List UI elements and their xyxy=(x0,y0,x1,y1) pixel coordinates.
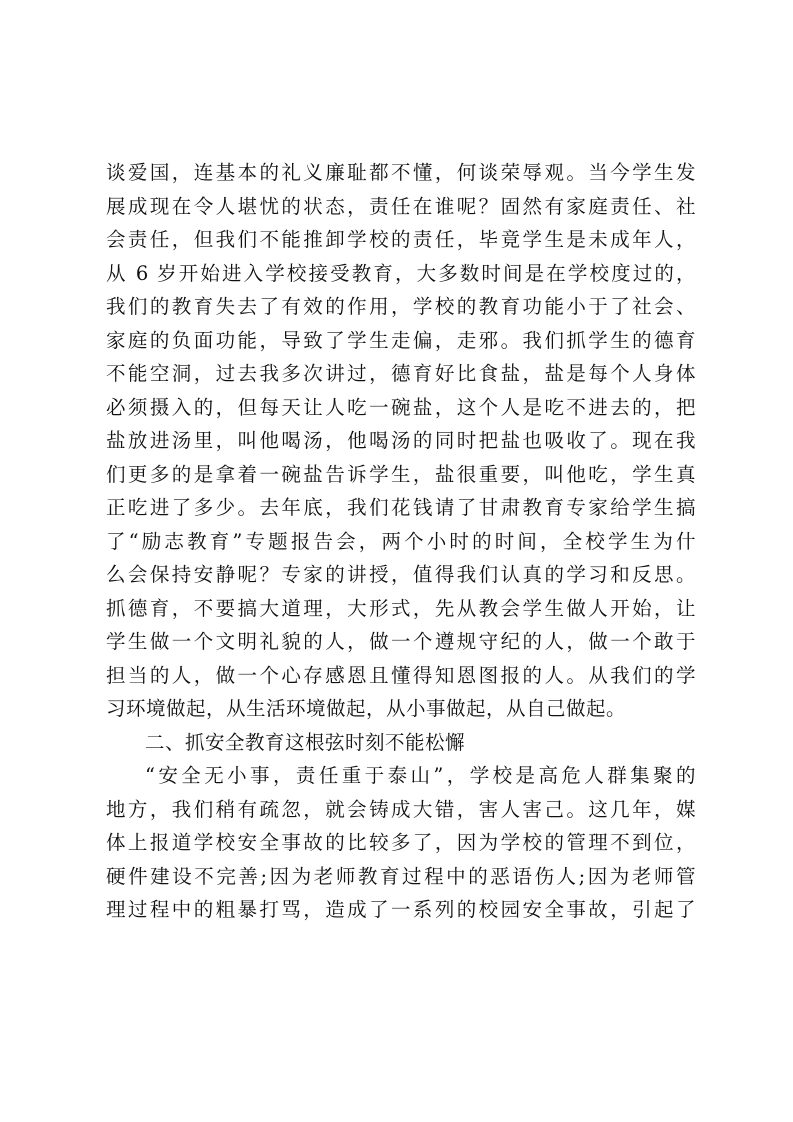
text-line: 家庭的负面功能，导致了学生走偏，走邪。我们抓学生的德育 xyxy=(106,328,696,352)
section-heading: 二、抓安全教育这根弦时刻不能松懈 xyxy=(145,730,466,754)
text-line: 担当的人，做一个心存感恩且懂得知恩图报的人。从我们的学 xyxy=(106,663,696,687)
text-line: 必须摄入的，但每天让人吃一碗盐，这个人是吃不进去的，把 xyxy=(106,395,696,419)
text-line: 了“励志教育”专题报告会，两个小时的时间，全校学生为什 xyxy=(106,529,696,553)
text-line: 习环境做起，从生活环境做起，从小事做起，从自己做起。 xyxy=(106,697,627,720)
text-line: 我们的教育失去了有效的作用，学校的教育功能小于了社会、 xyxy=(106,295,696,318)
text-line: 谈爱国，连基本的礼义廉耻都不懂，何谈荣辱观。当今学生发 xyxy=(106,161,696,184)
text-line: 抓德育，不要搞大道理，大形式，先从教会学生做人开始，让 xyxy=(106,596,696,620)
text-line: 学生做一个文明礼貌的人，做一个遵规守纪的人，做一个敢于 xyxy=(106,630,696,653)
text-line: 正吃进了多少。去年底，我们花钱请了甘肃教育专家给学生搞 xyxy=(106,496,696,519)
text-line: 理过程中的粗暴打骂，造成了一系列的校园安全事故，引起了 xyxy=(106,898,696,921)
text-line: 体上报道学校安全事故的比较多了，因为学校的管理不到位， xyxy=(106,831,696,854)
text-line: 硬件建设不完善;因为老师教育过程中的恶语伤人;因为老师管 xyxy=(106,864,696,888)
paragraph-first-line: “安全无小事，责任重于泰山”，学校是高危人群集聚的 xyxy=(145,764,696,787)
text-line: 不能空洞，过去我多次讲过，德育好比食盐，盐是每个人身体 xyxy=(106,362,696,385)
text-line: 从 6 岁开始进入学校接受教育，大多数时间是在学校度过的， xyxy=(106,261,696,285)
text-line: 会责任，但我们不能推卸学校的责任，毕竟学生是未成年人， xyxy=(106,228,696,251)
text-line: 们更多的是拿着一碗盐告诉学生，盐很重要，叫他吃，学生真 xyxy=(106,462,696,486)
document-body xyxy=(106,156,696,927)
text-line: 地方，我们稍有疏忽，就会铸成大错，害人害己。这几年，媒 xyxy=(106,797,696,821)
text-line: 么会保持安静呢？专家的讲授，值得我们认真的学习和反思。 xyxy=(106,563,696,586)
text-line: 盐放进汤里，叫他喝汤，他喝汤的同时把盐也吸收了。现在我 xyxy=(106,429,696,452)
text-line: 展成现在令人堪忧的状态，责任在谁呢？固然有家庭责任、社 xyxy=(106,194,696,218)
